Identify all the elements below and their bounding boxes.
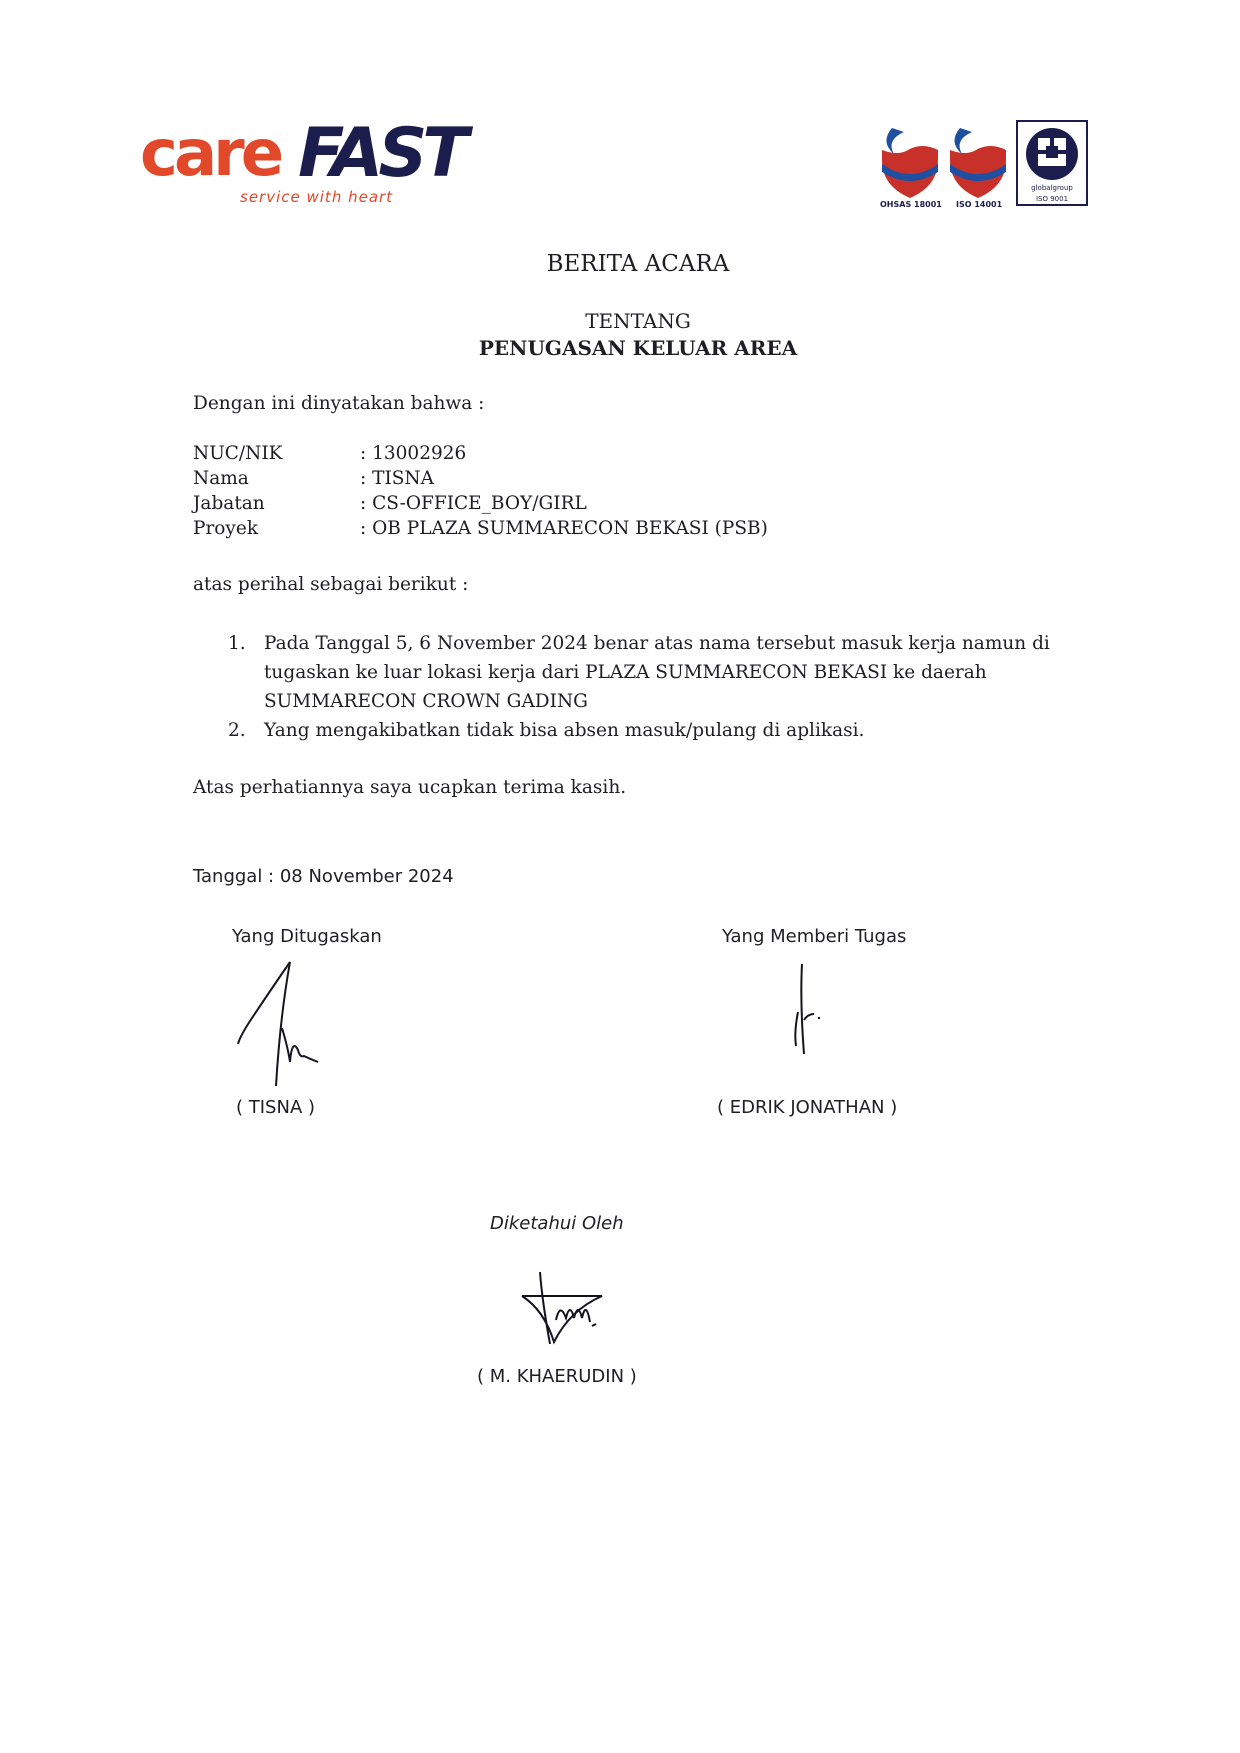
field-label-jabatan: Jabatan	[193, 493, 265, 514]
list-item-number: 1.	[228, 633, 246, 654]
assigner-signature	[780, 962, 840, 1062]
logo-tagline: service with heart	[240, 188, 394, 206]
iso-14001-label: ISO 14001	[956, 200, 1003, 209]
list-item-line: Pada Tanggal 5, 6 November 2024 benar atas nama tersebut masuk kerja namun di	[264, 633, 1050, 654]
field-label-proyek: Proyek	[193, 518, 259, 539]
field-label-nama: Nama	[193, 468, 249, 489]
assignee-role: Yang Ditugaskan	[232, 926, 382, 947]
field-value-nik: : 13002926	[360, 443, 467, 464]
ohsas-shield-icon	[878, 120, 942, 200]
iso-14001-shield-icon	[946, 120, 1010, 200]
ohsas-label: OHSAS 18001	[880, 200, 942, 209]
assignee-name: ( TISNA )	[236, 1097, 315, 1118]
carefast-logo	[140, 114, 510, 210]
field-value-nama: : TISNA	[360, 468, 434, 489]
assigner-name: ( EDRIK JONATHAN )	[717, 1097, 898, 1118]
logo-text-care: care	[140, 117, 281, 191]
acknowledged-name: ( M. KHAERUDIN )	[477, 1366, 637, 1387]
list-item-line: Yang mengakibatkan tidak bisa absen masuk/pulang di aplikasi.	[264, 720, 865, 741]
document-subtitle: TENTANG	[585, 309, 691, 333]
list-item-number: 2.	[228, 720, 246, 741]
certification-logos	[878, 120, 1094, 212]
iso-9001-label: ISO 9001	[1035, 195, 1069, 203]
closing-text: Atas perhatiannya saya ucapkan terima kasih.	[193, 777, 627, 798]
field-value-proyek: : OB PLAZA SUMMARECON BEKASI (PSB)	[360, 518, 768, 539]
list-item-line: tugaskan ke luar lokasi kerja dari PLAZA SUMMARECON BEKASI ke daerah	[264, 662, 987, 683]
acknowledged-signature	[510, 1270, 620, 1360]
lead-text: atas perihal sebagai berikut :	[193, 574, 469, 595]
globalgroup-emblem-icon	[1018, 122, 1086, 182]
document-title: BERITA ACARA	[546, 251, 730, 277]
assigner-role: Yang Memberi Tugas	[722, 926, 907, 947]
assignee-signature	[232, 958, 332, 1088]
globalgroup-label: globalgroup	[1031, 184, 1073, 192]
field-label-nik: NUC/NIK	[193, 443, 283, 464]
field-value-jabatan: : CS-OFFICE_BOY/GIRL	[360, 493, 587, 514]
iso-9001-badge	[1016, 120, 1088, 206]
list-item	[228, 629, 1064, 716]
document-subject: PENUGASAN KELUAR AREA	[478, 336, 798, 360]
statement-list	[228, 629, 1064, 745]
intro-text: Dengan ini dinyatakan bahwa :	[193, 393, 485, 414]
acknowledged-role: Diketahui Oleh	[490, 1213, 624, 1234]
list-item	[228, 716, 1064, 745]
logo-text-fast: FAST	[298, 114, 464, 193]
signing-date: Tanggal : 08 November 2024	[193, 866, 454, 887]
list-item-line: SUMMARECON CROWN GADING	[264, 691, 588, 712]
